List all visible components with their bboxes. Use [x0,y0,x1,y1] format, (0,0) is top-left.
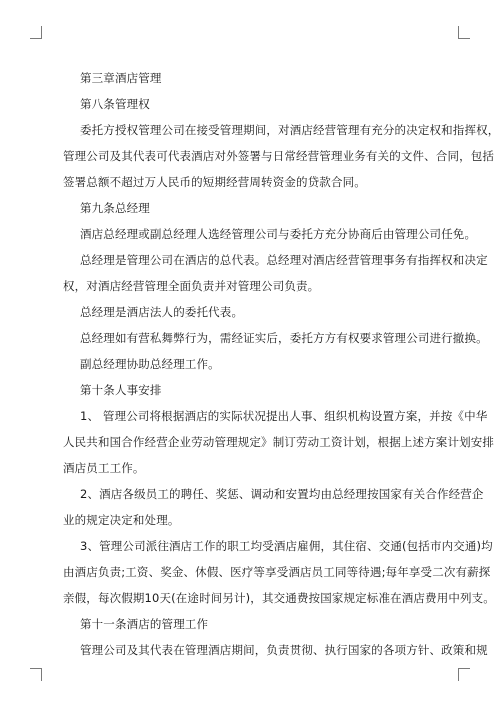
crop-mark-top-right [458,38,470,39]
text-line: 总经理如有营私舞弊行为，需经证实后，委托方方有权要求管理公司进行撤换。 [80,331,488,345]
text-line: 第九条总经理 [80,201,150,215]
text-line: 1、 管理公司将根据酒店的实际状况提出人事、组织机构设置方案，并按《中华 [80,409,488,423]
text-line: 第十条人事安排 [80,383,162,397]
text-line: 签署总额不超过万人民币的短期经营周转资金的贷款合同。 [63,175,366,189]
crop-mark-bottom-left [41,668,42,681]
text-line: 第八条管理权 [80,97,150,111]
text-line: 酒店员工工作。 [63,461,145,475]
text-line: 总经理是管理公司在酒店的总代表。总经理对酒店经营管理事务有指挥权和决定 [80,253,488,267]
text-line: 管理公司及其代表在管理酒店期间，负责贯彻、执行国家的各项方针、政策和规 [80,643,488,657]
crop-mark-bottom-right [458,668,459,681]
text-line: 由酒店负责;工资、奖金、休假、医疗等享受酒店员工同等待遇;每年享受二次有薪探 [63,565,491,579]
text-line: 管理公司及其代表可代表酒店对外签署与日常经营管理业务有关的文件、合同，包括 [63,149,495,163]
text-line: 酒店总经理或副总经理人选经管理公司与委托方充分协商后由管理公司任免。 [80,227,477,241]
text-line: 第十一条酒店的管理工作 [80,617,209,631]
text-line: 第三章酒店管理 [80,71,162,85]
text-line: 权，对酒店经营管理全面负责并对管理公司负责。 [63,279,320,293]
text-line: 委托方授权管理公司在接受管理期间，对酒店经营管理有充分的决定权和指挥权， [80,123,500,137]
crop-mark-top-left [41,26,42,39]
text-line: 业的规定决定和处理。 [63,513,180,527]
text-line: 亲假，每次假期10天(在途时间另计)，其交通费按国家规定标准在酒店费用中列支。 [63,591,495,605]
crop-mark-top-right [458,26,459,39]
text-line: 3、管理公司派往酒店工作的职工均受酒店雇佣，其住宿、交通(包括市内交通)均 [80,539,493,553]
crop-mark-bottom-right [458,668,470,669]
text-line: 人民共和国合作经营企业劳动管理规定》制订劳动工资计划，根据上述方案计划安排 [63,435,495,449]
text-line: 2、酒店各级员工的聘任、奖惩、调动和安置均由总经理按国家有关合作经营企 [80,487,484,501]
text-line: 总经理是酒店法人的委托代表。 [80,305,244,319]
document-body [63,65,500,663]
text-line: 副总经理协助总经理工作。 [80,357,220,371]
